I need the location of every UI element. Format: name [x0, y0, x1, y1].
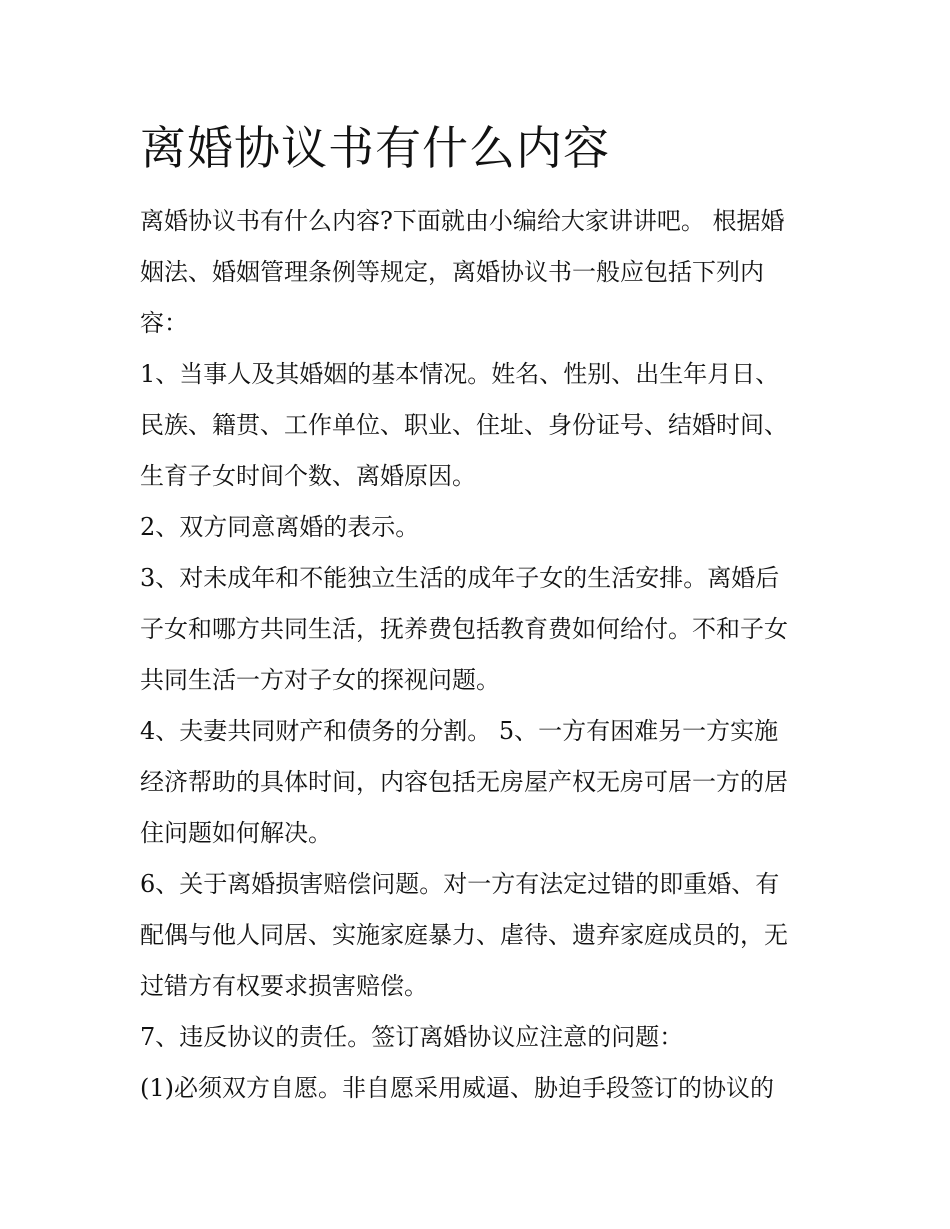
item-4-5-line-1: 4、夫妻共同财产和债务的分割。 5、一方有困难另一方实施	[140, 717, 779, 745]
item-1-line-3: 生育子女时间个数、离婚原因。	[140, 462, 476, 490]
body-line-2: 姻法、婚姻管理条例等规定，离婚协议书一般应包括下列内	[140, 258, 764, 286]
item-1-line-2: 民族、籍贯、工作单位、职业、住址、身份证号、结婚时间、	[140, 411, 788, 439]
item-4-5-line-3: 住问题如何解决。	[140, 819, 332, 847]
body-line-3: 容：	[140, 309, 188, 337]
item-6-line-2: 配偶与他人同居、实施家庭暴力、虐待、遗弃家庭成员的，无	[140, 921, 788, 949]
body-line-1: 离婚协议书有什么内容?下面就由小编给大家讲讲吧。 根据婚	[140, 207, 785, 235]
item-4-5-line-2: 经济帮助的具体时间，内容包括无房屋产权无房可居一方的居	[140, 768, 788, 796]
item-3-line-2: 子女和哪方共同生活，抚养费包括教育费如何给付。不和子女	[140, 615, 788, 643]
item-7-line-1: 7、违反协议的责任。签订离婚协议应注意的问题：	[140, 1023, 684, 1051]
item-1-line-1: 1、当事人及其婚姻的基本情况。姓名、性别、出生年月日、	[140, 360, 780, 388]
item-6-line-1: 6、关于离婚损害赔偿问题。对一方有法定过错的即重婚、有	[140, 870, 780, 898]
note-1-line-1: (1)必须双方自愿。非自愿采用威逼、胁迫手段签订的协议的	[140, 1074, 774, 1102]
item-6-line-3: 过错方有权要求损害赔偿。	[140, 972, 428, 1000]
document-title: 离婚协议书有什么内容	[140, 121, 610, 175]
item-2-line-1: 2、双方同意离婚的表示。	[140, 513, 420, 541]
item-3-line-3: 共同生活一方对子女的探视问题。	[140, 666, 500, 694]
item-3-line-1: 3、对未成年和不能独立生活的成年子女的生活安排。离婚后	[140, 564, 780, 592]
